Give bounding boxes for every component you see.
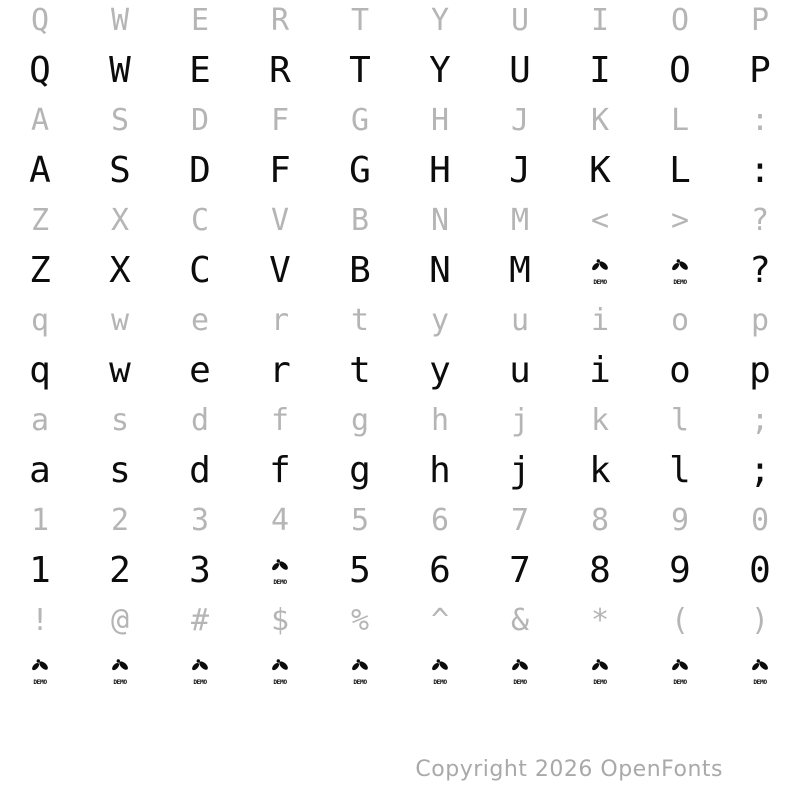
glyph-cell: P	[750, 3, 770, 38]
glyph-cell: q	[29, 350, 51, 391]
glyph-cell	[240, 646, 320, 696]
demo-florette-icon	[589, 258, 611, 286]
glyph-cell: o	[670, 303, 690, 338]
glyph-cell	[560, 246, 640, 296]
demo-watermark-glyph	[189, 658, 211, 686]
glyph-cell	[400, 646, 480, 696]
demo-watermark-label: DEMO	[593, 279, 607, 286]
glyph-cell: Q	[29, 50, 51, 91]
glyph-cell: 7	[510, 503, 530, 538]
glyph-cell: O	[669, 50, 691, 91]
glyph-cell: g	[349, 450, 371, 491]
demo-watermark-glyph	[589, 258, 611, 286]
glyph-cell: J	[510, 103, 530, 138]
demo-florette-icon	[509, 658, 531, 686]
glyph-cell: q	[30, 303, 50, 338]
glyph-cell: D	[190, 103, 210, 138]
glyph-cell: 2	[109, 550, 131, 591]
demo-florette-icon	[429, 658, 451, 686]
demo-watermark-label: DEMO	[673, 679, 687, 686]
glyph-cell: w	[109, 350, 131, 391]
demo-watermark-label: DEMO	[433, 679, 447, 686]
glyph-cell: P	[749, 50, 771, 91]
glyph-cell: 0	[750, 503, 770, 538]
glyph-cell: :	[749, 150, 771, 191]
glyph-cell: %	[350, 603, 370, 638]
glyph-cell: j	[509, 450, 531, 491]
glyph-cell: E	[189, 50, 211, 91]
glyph-cell: h	[429, 450, 451, 491]
glyph-cell: l	[669, 450, 691, 491]
glyph-cell: t	[350, 303, 370, 338]
demo-florette-icon	[749, 658, 771, 686]
glyph-cell: A	[30, 103, 50, 138]
glyph-cell: d	[190, 403, 210, 438]
glyph-cell: <	[590, 203, 610, 238]
glyph-cell: 9	[670, 503, 690, 538]
glyph-cell: e	[190, 303, 210, 338]
glyph-cell: 5	[349, 550, 371, 591]
glyph-cell: 6	[430, 503, 450, 538]
glyph-cell: $	[270, 603, 290, 638]
demo-florette-icon	[29, 658, 51, 686]
glyph-cell	[560, 646, 640, 696]
glyph-row-7-muted	[0, 300, 800, 350]
glyph-cell: W	[109, 50, 131, 91]
glyph-cell: M	[510, 203, 530, 238]
glyph-cell: a	[29, 450, 51, 491]
glyph-cell: U	[509, 50, 531, 91]
glyph-cell: I	[589, 50, 611, 91]
demo-watermark-label: DEMO	[753, 679, 767, 686]
glyph-cell: 3	[190, 503, 210, 538]
demo-florette-icon	[669, 658, 691, 686]
glyph-cell: i	[589, 350, 611, 391]
glyph-cell: 6	[429, 550, 451, 591]
glyph-cell: I	[590, 3, 610, 38]
glyph-cell: h	[430, 403, 450, 438]
glyph-cell: N	[429, 250, 451, 291]
glyph-cell: a	[30, 403, 50, 438]
glyph-cell: &	[510, 603, 530, 638]
glyph-cell: 7	[509, 550, 531, 591]
glyph-cell: C	[189, 250, 211, 291]
glyph-cell: A	[29, 150, 51, 191]
glyph-cell: r	[270, 303, 290, 338]
glyph-cell: T	[349, 50, 371, 91]
glyph-cell: @	[110, 603, 130, 638]
glyph-cell: f	[269, 450, 291, 491]
glyph-cell: 0	[749, 550, 771, 591]
glyph-cell: X	[109, 250, 131, 291]
demo-watermark-glyph	[29, 658, 51, 686]
glyph-cell	[80, 646, 160, 696]
glyph-cell: ;	[749, 450, 771, 491]
glyph-cell: U	[510, 3, 530, 38]
glyph-cell: t	[349, 350, 371, 391]
demo-florette-icon	[669, 258, 691, 286]
demo-watermark-glyph	[589, 658, 611, 686]
glyph-cell	[160, 646, 240, 696]
glyph-cell: R	[270, 3, 290, 38]
glyph-cell	[480, 646, 560, 696]
glyph-cell: K	[589, 150, 611, 191]
glyph-row-3-muted	[0, 100, 800, 150]
glyph-cell: !	[30, 603, 50, 638]
glyph-cell: Y	[429, 50, 451, 91]
demo-watermark-label: DEMO	[353, 679, 367, 686]
glyph-cell: 1	[30, 503, 50, 538]
demo-watermark-glyph	[669, 658, 691, 686]
demo-watermark-label: DEMO	[33, 679, 47, 686]
glyph-cell: S	[110, 103, 130, 138]
glyph-cell	[640, 646, 720, 696]
glyph-row-14-ink	[0, 650, 800, 700]
glyph-cell: 8	[589, 550, 611, 591]
glyph-cell: y	[430, 303, 450, 338]
glyph-row-6-ink	[0, 250, 800, 300]
glyph-cell: e	[189, 350, 211, 391]
glyph-cell: 8	[590, 503, 610, 538]
glyph-cell: N	[430, 203, 450, 238]
copyright-text: Copyright 2026 OpenFonts	[415, 757, 723, 782]
glyph-cell: V	[269, 250, 291, 291]
glyph-cell: F	[269, 150, 291, 191]
glyph-row-1-muted	[0, 0, 800, 50]
demo-watermark-label: DEMO	[273, 679, 287, 686]
demo-watermark-glyph	[269, 558, 291, 586]
demo-watermark-label: DEMO	[593, 679, 607, 686]
glyph-cell: )	[750, 603, 770, 638]
glyph-cell: B	[350, 203, 370, 238]
glyph-row-13-muted	[0, 600, 800, 650]
glyph-cell: M	[509, 250, 531, 291]
glyph-cell: G	[349, 150, 371, 191]
glyph-cell: d	[189, 450, 211, 491]
glyph-row-12-ink	[0, 550, 800, 600]
glyph-cell: S	[109, 150, 131, 191]
glyph-cell: u	[509, 350, 531, 391]
demo-florette-icon	[589, 658, 611, 686]
glyph-cell: o	[669, 350, 691, 391]
demo-watermark-label: DEMO	[273, 579, 287, 586]
glyph-row-9-muted	[0, 400, 800, 450]
demo-watermark-label: DEMO	[673, 279, 687, 286]
glyph-cell: j	[510, 403, 530, 438]
glyph-cell	[640, 246, 720, 296]
glyph-cell: :	[750, 103, 770, 138]
glyph-cell	[240, 546, 320, 596]
glyph-cell: H	[429, 150, 451, 191]
glyph-cell: y	[429, 350, 451, 391]
demo-watermark-glyph	[669, 258, 691, 286]
glyph-cell	[320, 646, 400, 696]
glyph-cell: L	[670, 103, 690, 138]
demo-watermark-label: DEMO	[513, 679, 527, 686]
demo-watermark-glyph	[109, 658, 131, 686]
glyph-cell: K	[590, 103, 610, 138]
glyph-cell: ^	[430, 603, 450, 638]
glyph-cell: 2	[110, 503, 130, 538]
glyph-cell: H	[430, 103, 450, 138]
glyph-cell: ?	[750, 203, 770, 238]
demo-florette-icon	[349, 658, 371, 686]
glyph-row-8-ink	[0, 350, 800, 400]
glyph-cell: E	[190, 3, 210, 38]
glyph-cell: V	[270, 203, 290, 238]
glyph-row-2-ink	[0, 50, 800, 100]
glyph-cell: 1	[29, 550, 51, 591]
glyph-cell: p	[750, 303, 770, 338]
demo-watermark-glyph	[349, 658, 371, 686]
glyph-cell: Q	[30, 3, 50, 38]
glyph-cell: 5	[350, 503, 370, 538]
demo-florette-icon	[269, 558, 291, 586]
glyph-cell: k	[590, 403, 610, 438]
glyph-row-5-muted	[0, 200, 800, 250]
glyph-cell: L	[669, 150, 691, 191]
glyph-cell: u	[510, 303, 530, 338]
glyph-cell: k	[589, 450, 611, 491]
glyph-row-11-muted	[0, 500, 800, 550]
glyph-cell: F	[270, 103, 290, 138]
glyph-cell: 9	[669, 550, 691, 591]
demo-watermark-glyph	[749, 658, 771, 686]
demo-florette-icon	[189, 658, 211, 686]
glyph-cell: Z	[29, 250, 51, 291]
demo-watermark-glyph	[429, 658, 451, 686]
glyph-cell: ?	[749, 250, 771, 291]
glyph-cell: ;	[750, 403, 770, 438]
glyph-cell: *	[590, 603, 610, 638]
glyph-cell: p	[749, 350, 771, 391]
glyph-cell: O	[670, 3, 690, 38]
demo-watermark-label: DEMO	[193, 679, 207, 686]
demo-florette-icon	[269, 658, 291, 686]
glyph-cell: J	[509, 150, 531, 191]
demo-florette-icon	[109, 658, 131, 686]
glyph-cell: R	[269, 50, 291, 91]
glyph-cell: G	[350, 103, 370, 138]
glyph-cell: f	[270, 403, 290, 438]
glyph-cell: D	[189, 150, 211, 191]
glyph-cell: 4	[270, 503, 290, 538]
demo-watermark-glyph	[509, 658, 531, 686]
glyph-cell: T	[350, 3, 370, 38]
glyph-cell: s	[109, 450, 131, 491]
glyph-cell: X	[110, 203, 130, 238]
glyph-cell: #	[190, 603, 210, 638]
glyph-cell: (	[670, 603, 690, 638]
demo-watermark-label: DEMO	[113, 679, 127, 686]
glyph-cell: w	[110, 303, 130, 338]
demo-watermark-glyph	[269, 658, 291, 686]
glyph-cell: 3	[189, 550, 211, 591]
glyph-cell	[720, 646, 800, 696]
glyph-cell: g	[350, 403, 370, 438]
glyph-cell: C	[190, 203, 210, 238]
glyph-cell	[0, 646, 80, 696]
glyph-cell: i	[590, 303, 610, 338]
glyph-cell: W	[110, 3, 130, 38]
glyph-row-4-ink	[0, 150, 800, 200]
glyph-cell: Y	[430, 3, 450, 38]
glyph-cell: l	[670, 403, 690, 438]
glyph-row-10-ink	[0, 450, 800, 500]
glyph-cell: Z	[30, 203, 50, 238]
glyph-cell: s	[110, 403, 130, 438]
glyph-cell: r	[269, 350, 291, 391]
glyph-cell: B	[349, 250, 371, 291]
glyph-cell: >	[670, 203, 690, 238]
